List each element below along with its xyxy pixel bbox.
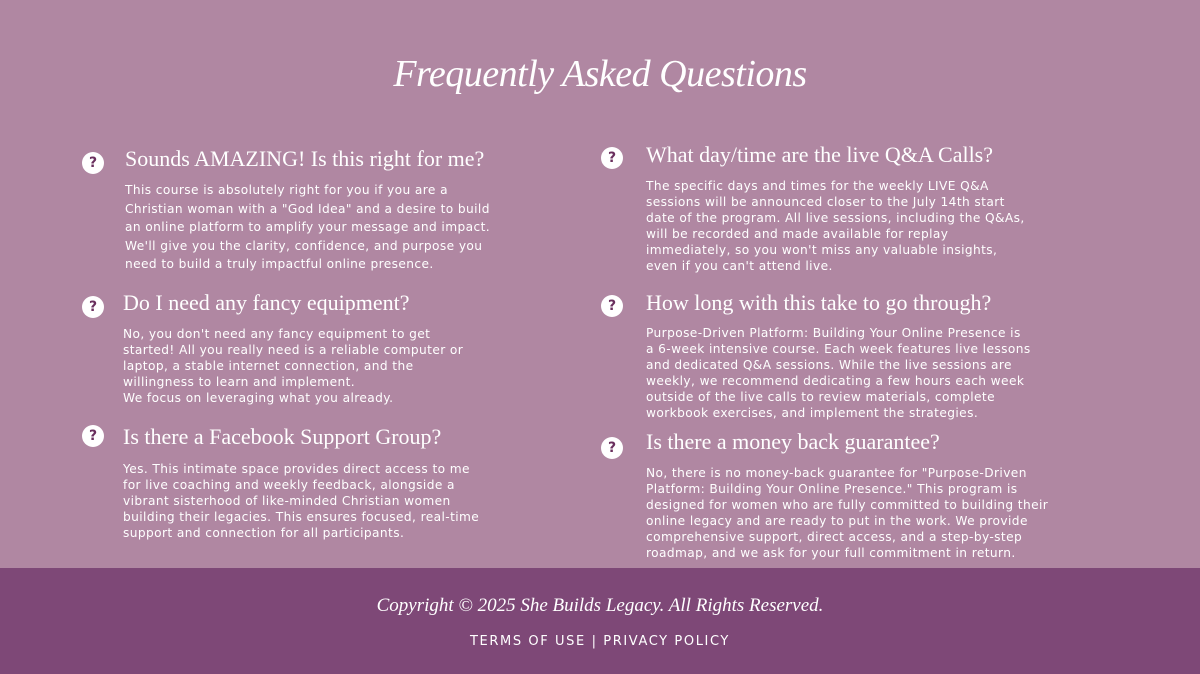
faq-answer-line: online legacy and are ready to put in the work. We provide	[646, 514, 1028, 528]
privacy-policy-link[interactable]: PRIVACY POLICY	[603, 634, 730, 649]
faq-answer-line: will be recorded and made available for replay	[646, 227, 949, 241]
question-mark-icon: ?	[82, 425, 104, 447]
faq-answer-line: willingness to learn and implement.	[123, 375, 356, 389]
faq-answer-line: date of the program. All live sessions, including the Q&As,	[646, 211, 1025, 225]
question-mark-icon: ?	[601, 437, 623, 459]
faq-answer-line: Purpose-Driven Platform: Building Your Online Presence is	[646, 326, 1021, 340]
faq-question: Do I need any fancy equipment?	[123, 290, 410, 315]
faq-answer	[123, 326, 463, 406]
faq-answer	[646, 178, 1025, 274]
terms-of-use-link[interactable]: TERMS OF USE	[470, 634, 586, 649]
faq-answer-line: This course is absolutely right for you if you are a	[125, 183, 448, 197]
faq-answer-line: No, you don't need any fancy equipment to get	[123, 327, 431, 341]
faq-answer-line: Christian woman with a "God Idea" and a desire to build	[125, 201, 490, 216]
link-separator: |	[591, 634, 598, 649]
page-title: Frequently Asked Questions	[393, 53, 807, 95]
faq-answer-line: outside of the live calls to review materials, complete	[646, 390, 996, 404]
faq-question: Is there a Facebook Support Group?	[123, 424, 442, 449]
faq-answer-line: vibrant sisterhood of like-minded Christian women	[123, 494, 451, 508]
faq-answer	[125, 181, 490, 274]
faq-answer-line: need to build a truly impactful online presence.	[125, 257, 434, 271]
faq-answer	[646, 325, 1031, 421]
footer	[0, 568, 1200, 674]
question-mark-icon: ?	[82, 152, 104, 174]
faq-answer-line: We focus on leveraging what you already.	[123, 391, 394, 405]
faq-answer-line: roadmap, and we ask for your full commitment in return.	[646, 546, 1016, 560]
legal-links	[0, 634, 1200, 649]
faq-answer-line: building their legacies. This ensures focused, real-time	[123, 510, 480, 524]
faq-answer	[123, 461, 479, 541]
faq-answer-line: designed for women who are fully committed to building their	[646, 498, 1049, 512]
faq-question: How long with this take to go through?	[646, 290, 992, 315]
faq-answer-line: an online platform to amplify your message and impact.	[125, 220, 491, 234]
faq-answer-line: for live coaching and weekly feedback, alongside a	[123, 478, 455, 492]
question-mark-icon: ?	[601, 295, 623, 317]
faq-answer-line: and dedicated Q&A sessions. While the live sessions are	[646, 358, 1012, 372]
faq-answer	[646, 465, 1048, 561]
faq-answer-line: weekly, we recommend dedicating a few hours each week	[646, 374, 1025, 388]
faq-question: What day/time are the live Q&A Calls?	[646, 142, 994, 167]
faq-answer-line: workbook exercises, and implement the strategies.	[646, 406, 979, 420]
faq-answer-line: We'll give you the clarity, confidence, and purpose you	[125, 238, 483, 253]
faq-question: Is there a money back guarantee?	[646, 429, 940, 454]
faq-answer-line: immediately, so you won't miss any valuable insights,	[646, 243, 998, 257]
faq-answer-line: comprehensive support, direct access, and a step-by-step	[646, 530, 1023, 544]
faq-answer-line: No, there is no money-back guarantee for "Purpose-Driven	[646, 466, 1027, 480]
faq-answer-line: laptop, a stable internet connection, and the	[123, 359, 414, 373]
faq-answer-line: Platform: Building Your Online Presence." This program is	[646, 482, 1018, 496]
faq-answer-line: sessions will be announced closer to the July 14th start	[646, 195, 1005, 209]
faq-answer-line: a 6-week intensive course. Each week features live lessons	[646, 342, 1031, 356]
question-mark-icon: ?	[82, 296, 104, 318]
copyright-text: Copyright © 2025 She Builds Legacy. All Rights Reserved.	[376, 595, 824, 616]
faq-answer-line: started! All you really need is a reliable computer or	[123, 343, 464, 357]
faq-answer-line: Yes. This intimate space provides direct access to me	[123, 462, 470, 476]
faq-answer-line: support and connection for all participants.	[123, 526, 405, 540]
faq-question: Sounds AMAZING! Is this right for me?	[125, 146, 485, 171]
faq-answer-line: even if you can't attend live.	[646, 259, 833, 273]
faq-answer-line: The specific days and times for the weekly LIVE Q&A	[646, 179, 989, 193]
question-mark-icon: ?	[601, 147, 623, 169]
